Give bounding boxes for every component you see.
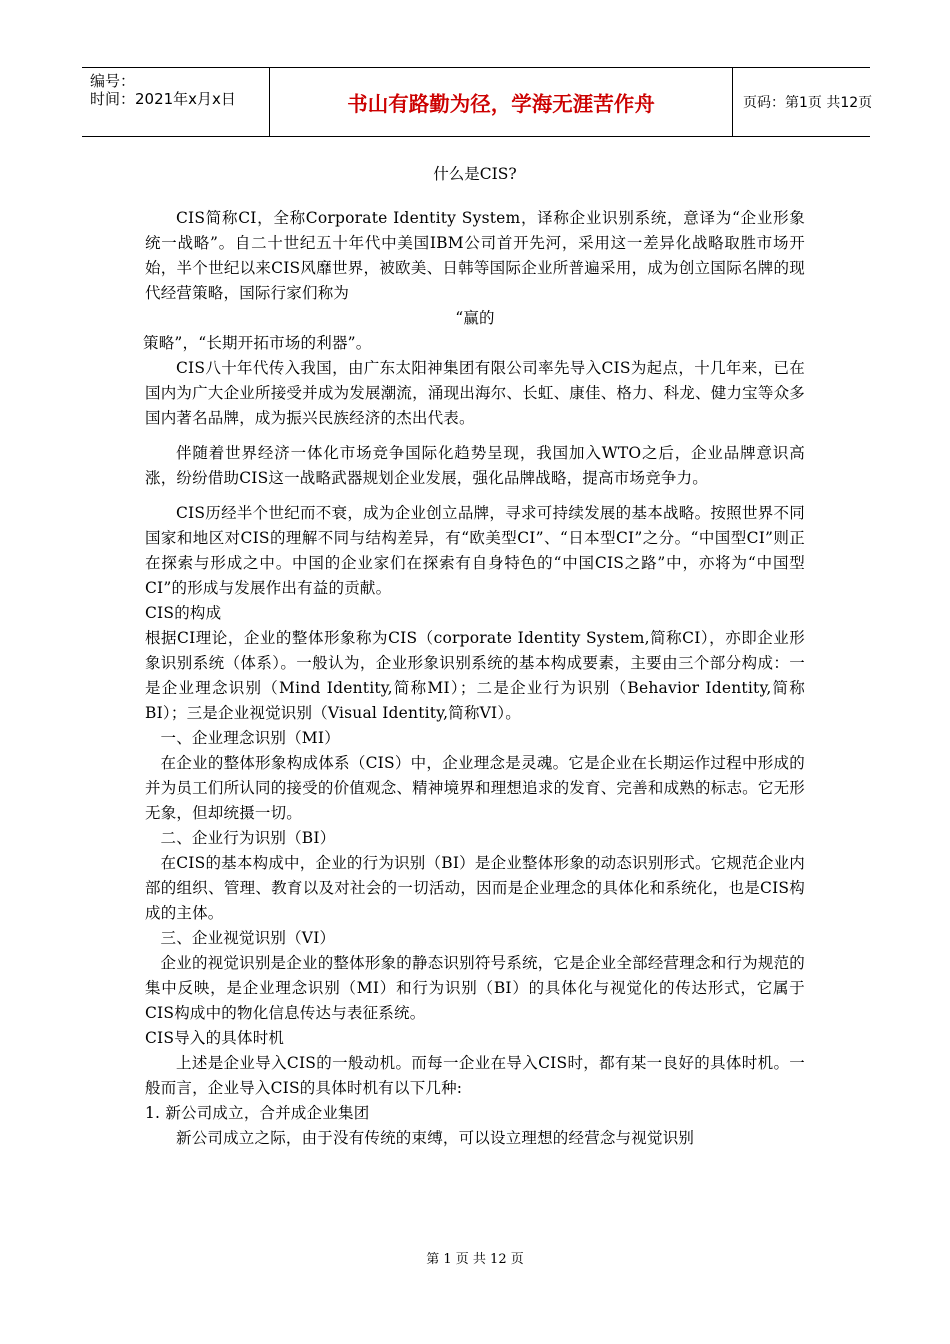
section-heading: 三、企业视觉识别（VI） — [160, 929, 336, 947]
paragraph: 新公司成立之际，由于没有传统的束缚，可以设立理想的经营念与视觉识别 — [176, 1129, 695, 1147]
document-date: 时间：2021年x月x日 — [90, 90, 236, 108]
section-heading: CIS导入的具体时机 — [145, 1029, 285, 1047]
paragraph: 在CIS的基本构成中，企业的行为识别（BI）是企业整体形象的动态识别形式。它规范企业内部的组织、管理、教育以及对社会的一切活动，因而是企业理念的具体化和系统化，也是CIS构成的主体。 — [145, 854, 805, 922]
header-meta — [82, 68, 270, 136]
page-header — [82, 67, 873, 137]
paragraph: 伴随着世界经济一体化市场竞争国际化趋势呈现，我国加入WTO之后，企业品牌意识高涨，纷纷借助CIS这一战略武器规划企业发展，强化品牌战略，提高市场竞争力。 — [145, 444, 805, 487]
paragraph: CIS简称CI，全称Corporate Identity System，译称企业识别系统，意译为“企业形象统一战略”。自二十世纪五十年代中美国IBM公司首开先河，采用这一差异化战略取胜市场开始，半个世纪以来CIS风靡世界，被欧美、日韩等国际企业所普遍采用，成为创立国际名牌的现代经营策略，国际行家们称为 — [145, 209, 805, 302]
paragraph: “赢的 — [455, 309, 495, 327]
paragraph: CIS历经半个世纪而不衰，成为企业创立品牌，寻求可持续发展的基本战略。按照世界不同国家和地区对CIS的理解不同与结构差异，有“欧美型CI”、“日本型CI”之分。“中国型CI”则正在探索与形成之中。中国的企业家们在探索有自身特色的“中国CIS之路”中，亦将为“中国型CI”的形成与发展作出有益的贡献。 — [145, 504, 805, 597]
section-heading: 一、企业理念识别（MI） — [160, 729, 340, 747]
paragraph: CIS八十年代传入我国，由广东太阳神集团有限公司率先导入CIS为起点，十几年来，已在国内为广大企业所接受并成为发展潮流，涌现出海尔、长虹、康佳、格力、科龙、健力宝等众多国内著名品牌，成为振兴民族经济的杰出代表。 — [145, 359, 805, 427]
paragraph: 企业的视觉识别是企业的整体形象的静态识别符号系统，它是企业全部经营理念和行为规范的集中反映，是企业理念识别（MI）和行为识别（BI）的具体化与视觉化的传达形式，它属于CIS构成中的物化信息传达与表征系统。 — [145, 954, 805, 1022]
paragraph: 在企业的整体形象构成体系（CIS）中，企业理念是灵魂。它是企业在长期运作过程中形成的并为员工们所认同的接受的价值观念、精神境界和理想追求的发育、完善和成熟的标志。它无形无象，但却统摄一切。 — [145, 754, 805, 822]
header-motto: 书山有路勤为径，学海无涯苦作舟 — [347, 92, 655, 116]
paragraph: 上述是企业导入CIS的一般动机。而每一企业在导入CIS时，都有某一良好的具体时机。一般而言，企业导入CIS的具体时机有以下几种: — [145, 1054, 805, 1097]
page-footer: 第 1 页 共 12 页 — [426, 1252, 524, 1267]
document-number: 编号： — [90, 72, 136, 90]
paragraph: 根据CI理论，企业的整体形象称为CIS（corporate Identity System,简称CI），亦即企业形象识别系统（体系）。一般认为，企业形象识别系统的基本构成要素，主要由三个部分构成：一是企业理念识别（Mind Identity,简称MI）；二是企业行为识别（Behavior Identity,简称BI）；三是企业视觉识别（Visual Identity,简称VI）。 — [145, 629, 805, 722]
document-body — [145, 206, 805, 1151]
section-heading: 1. 新公司成立，合并成企业集团 — [145, 1104, 370, 1122]
document-title: 什么是CIS? — [433, 165, 517, 183]
section-heading: 二、企业行为识别（BI） — [160, 829, 336, 847]
header-page-info: 页码：第1页 共12页 — [732, 68, 870, 136]
paragraph: 策略”，“长期开拓市场的利器”。 — [143, 334, 372, 352]
section-heading: CIS的构成 — [145, 604, 222, 622]
